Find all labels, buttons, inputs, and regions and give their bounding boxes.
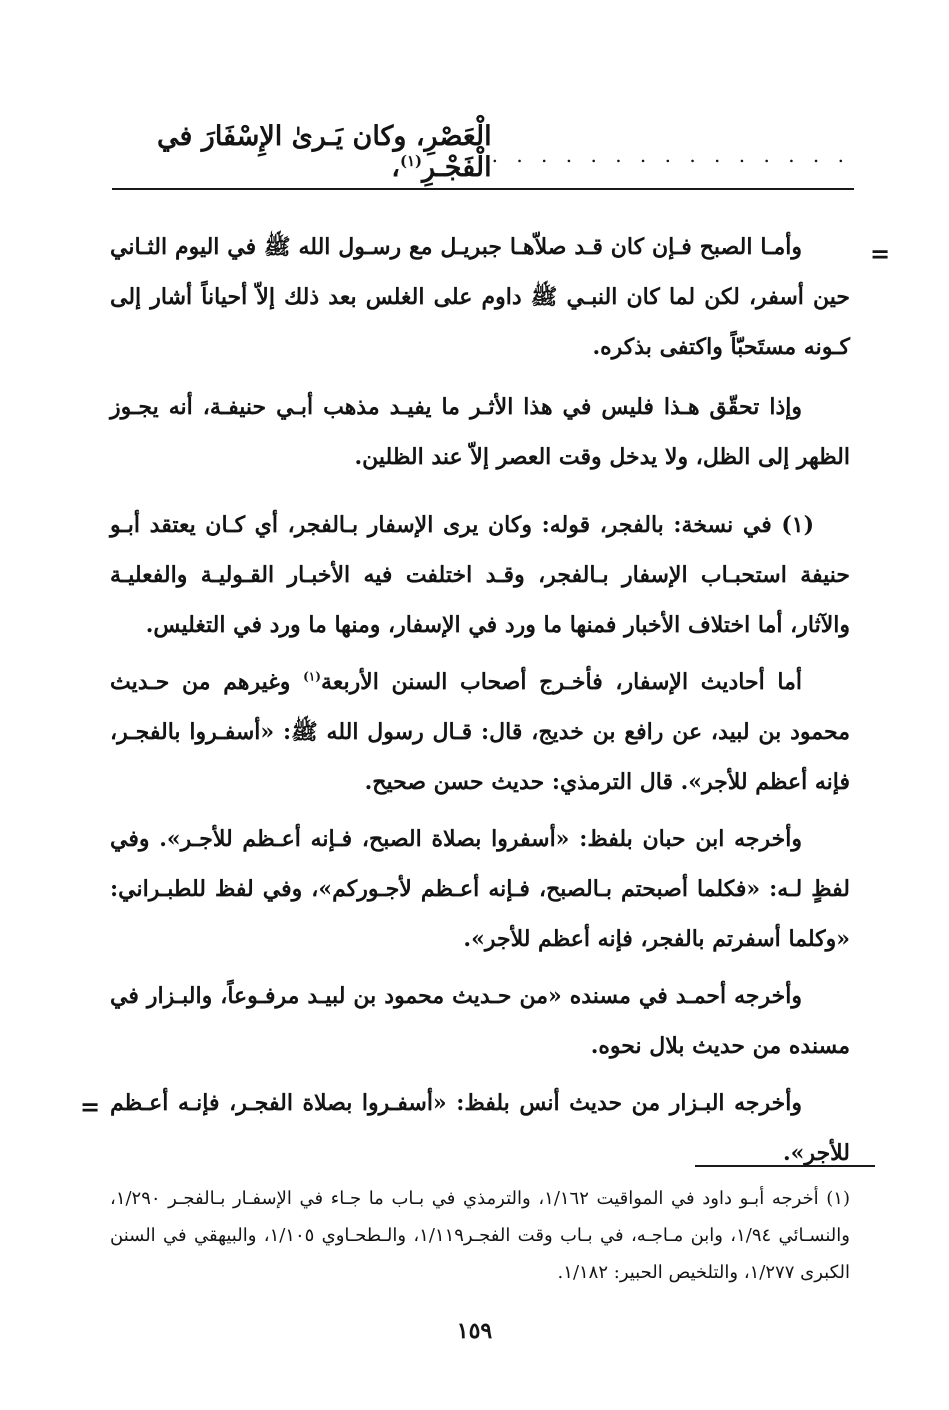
quoted-text: وكان يرى الإسفار بـالفجر، xyxy=(287,512,532,538)
paragraph: وأخرجه البـزار من حديث أنس بلفظ: «أسفـروا بصلاة الفجـر، فإنـه أعـظم للأجر». xyxy=(110,1090,850,1166)
paragraph: وأخرجه ابن حبان بلفظ: «أسفروا بصلاة الصبح، فـإنه أعـظم للأجـر». وفي لفظٍ لـه: «فكلما أصبحتم بـالصبح، فـإنه أعـظم لأجـوركم»، وفي لفظ للطبـراني: «وكلما أسفرتم بالفجر، فإنه أعظم للأجر». xyxy=(110,826,850,952)
header-divider xyxy=(112,188,854,190)
note-ref: (١) xyxy=(303,669,322,684)
footnote-text: (١) أخرجه أبـو داود في المواقيت ١/١٦٢، والترمذي في بـاب ما جـاء في الإسفـار بـالفجـر ١/٢٩٠، والنسـائي ١/٩٤، وابن مـاجـه، في بـاب وقت الفجـر١/١١٩، والـطحـاوي ١/١٠٥، والبيهقي في السنن الكبرى ١/٢٧٧، والتلخيص الحبير: ١/١٨٢. xyxy=(110,1188,850,1283)
paragraph: وأمـا الصبح فـإن كان قـد صلاّهـا جبريـل مع رسـول الله ﷺ في اليوم الثـاني حين أسفر، لكن لما كان النبـي ﷺ داوم على الغلس بعد ذلك إلاّ أحياناً أشار إلى كـونه مستَحبّاً واكتفى بذكره. xyxy=(110,234,850,360)
page-number: ١٥٩ xyxy=(456,1318,493,1344)
running-text-line xyxy=(112,121,850,183)
leader-dots: . . . . . . . . . . . . . . . xyxy=(491,143,850,167)
paragraph: وأخرجه أحمـد في مسنده «من حـديث محمود بن لبيـد مرفـوعاً، والبـزار في مسنده من حديث بلال نحوه. xyxy=(110,983,850,1059)
footnote xyxy=(110,1180,850,1291)
note-commentary xyxy=(110,500,850,1178)
footnote-divider xyxy=(695,1165,875,1167)
note-ref-header: (١) xyxy=(399,152,422,170)
commentary-conclusion xyxy=(110,382,850,482)
paragraph: وإذا تحقّق هـذا فليس في هذا الأثـر ما يفيـد مذهب أبـي حنيفـة، أنه يجـوز الظهر إلى الظل، ولا يدخل وقت العصر إلاّ عند الظلين. xyxy=(110,394,850,470)
note-paragraph: (١) في نسخة: بالفجر، قوله: وكان يرى الإسفار بـالفجر، أي كـان يعتقد أبـو حنيفة استحبـاب الإسفار بـالفجر، وقـد اختلفت فيه الأخبـار القـوليـة والفعليـة والآثار، أما اختلاف الأخبار فمنها ما ورد في الإسفار، ومنها ما ورد في التغليس. xyxy=(110,512,850,638)
continuation-mark-end: = xyxy=(80,1092,101,1121)
running-text: الْعَصْرِ، وكان يَـرىٰ الإِسْفَارَ في الْفَجْـرِ$^{(١)}$، xyxy=(156,121,492,183)
paragraph: أما أحاديث الإسفار، فأخـرج أصحاب السنن الأربعة$^{(١)}$ وغيرهم من حـديث محمود بن لبيد، عن رافع بن خديج، قال: قـال رسول الله ﷺ: «أسفـروا بالفجـر، فإنه أعظم للأجر». قال الترمذي: حديث حسن صحيح. xyxy=(110,669,850,795)
commentary-continued xyxy=(110,222,850,372)
continuation-mark-start: = xyxy=(870,239,891,268)
